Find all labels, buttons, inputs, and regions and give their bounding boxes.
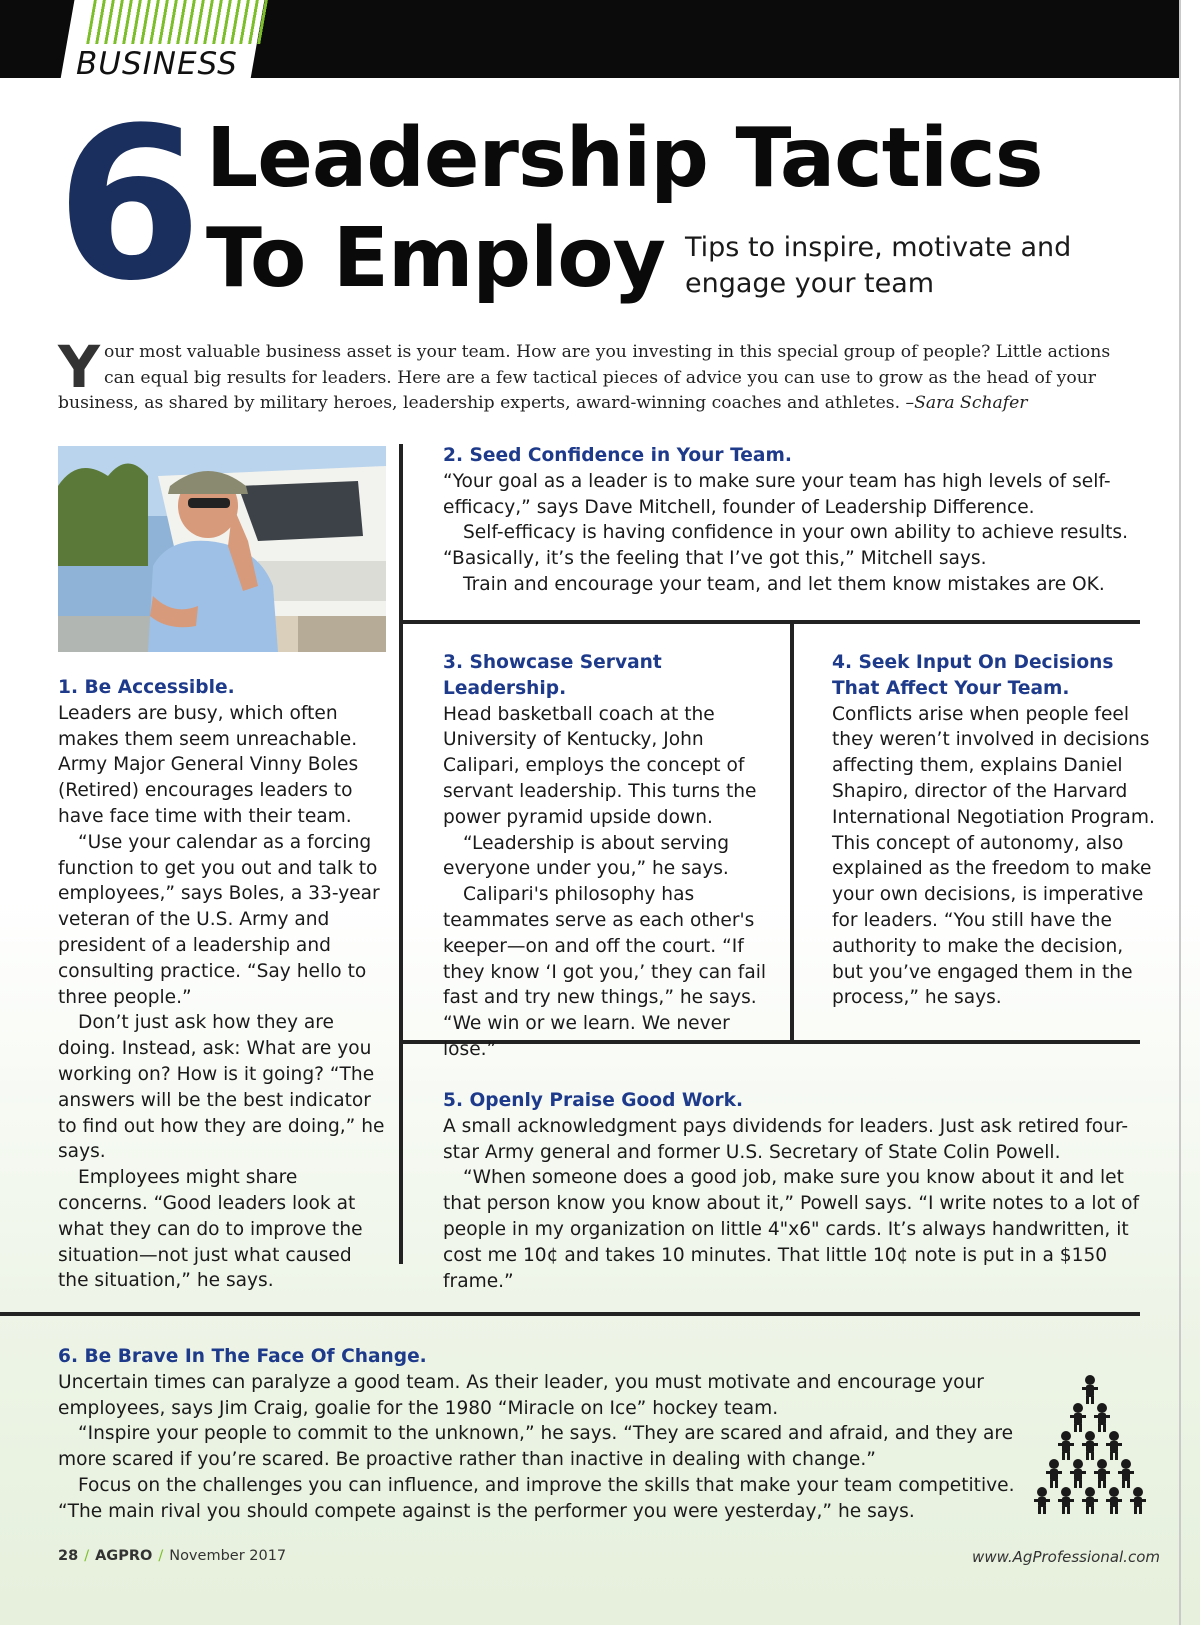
- green-stripes-decoration: [86, 0, 272, 44]
- human-pyramid-illustration: [1020, 1370, 1160, 1515]
- magazine-name: AGPRO: [95, 1548, 153, 1564]
- divider-above-sec6: [0, 1312, 1140, 1316]
- headline-number: 6: [56, 82, 199, 327]
- intro-byline: –Sara Schafer: [905, 393, 1028, 413]
- section-6-paragraph: Uncertain times can paralyze a good team. As their leader, you must motivate and encourage your employees, says Jim Craig, goalie for the 1980 “Miracle on Ice” hockey team.: [58, 1371, 984, 1419]
- intro-dropcap: Y: [58, 333, 100, 401]
- section-label: BUSINESS: [76, 46, 238, 82]
- section-6-paragraph: Focus on the challenges you can influence, and improve the skills that make your team competitive. “The main rival you should compete against is the performer you were yesterday,” he says.: [58, 1474, 1015, 1522]
- headline-subtitle: Tips to inspire, motivate and engage your team: [685, 232, 1072, 299]
- section-4: [832, 650, 1157, 1011]
- section-2: [443, 443, 1143, 598]
- section-3-paragraph: Calipari's philosophy has teammates serve as each other's keeper—on and off the court. “If they know ‘I got you,’ they can fail fast and try new things,” he says. “We win or we learn. We never lose.”: [443, 884, 767, 1060]
- footer-folio: [58, 1548, 286, 1564]
- issue-date: November 2017: [169, 1548, 287, 1564]
- section-5-paragraph: A small acknowledgment pays dividends for leaders. Just ask retired four-star Army general and former U.S. Secretary of State Colin Powell.: [443, 1115, 1129, 1163]
- section-5-heading: 5. Openly Praise Good Work.: [443, 1090, 744, 1111]
- section-1: [58, 675, 388, 1294]
- section-5: [443, 1088, 1153, 1294]
- section-3-paragraph: Head basketball coach at the University of Kentucky, John Calipari, employs the concept of servant leadership. This turns the power pyramid upside down.: [443, 703, 757, 828]
- divider-below-sec2: [399, 620, 1140, 624]
- section-1-heading: 1. Be Accessible.: [58, 677, 235, 698]
- section-3: [443, 650, 778, 1063]
- section-6-paragraph: “Inspire your people to commit to the unknown,” he says. “They are scared and afraid, and they are more scared if you’re scared. Be proactive rather than inactive in dealing with change.”: [58, 1423, 1014, 1471]
- section-1-paragraph: Leaders are busy, which often makes them seem unreachable. Army Major General Vinny Boles (Retired) encourages leaders to have face time with their team.: [58, 702, 359, 827]
- section-6: [58, 1344, 1018, 1525]
- section-2-paragraph: Self-efficacy is having confidence in your own ability to achieve results. “Basically, it’s the feeling that I’ve got this,” Mitchell says.: [443, 522, 1129, 570]
- folio-separator: /: [84, 1548, 90, 1564]
- footer-url[interactable]: www.AgProfessional.com: [972, 1548, 1160, 1566]
- right-page-edge: [1179, 0, 1181, 1625]
- folio-separator: /: [158, 1548, 164, 1564]
- intro-text: our most valuable business asset is your team. How are you investing in this special group of people? Little actions can equal big results for leaders. Here are a few tactical pieces of advice you can use to grow as the head of your business, as shared by military heroes, leadership experts, award-winning coaches and athletes.: [58, 342, 1111, 413]
- section-2-paragraph: Train and encourage your team, and let them know mistakes are OK.: [463, 573, 1105, 595]
- intro-paragraph: [58, 333, 1138, 417]
- section-5-paragraph: “When someone does a good job, make sure you know about it and let that person know you know about it,” Powell says. “I write notes to a lot of people in my organization on little 4"x6" cards. It’s always handwritten, it cost me 10¢ and takes 10 minutes. That little 10¢ note is put in a $150 frame.”: [443, 1167, 1140, 1292]
- section-3-heading: 3. Showcase Servant Leadership.: [443, 652, 662, 699]
- page-number: 28: [58, 1548, 79, 1564]
- section-6-heading: 6. Be Brave In The Face Of Change.: [58, 1346, 427, 1367]
- section-3-paragraph: “Leadership is about serving everyone under you,” he says.: [443, 832, 730, 880]
- section-4-paragraph: Conflicts arise when people feel they weren’t involved in decisions affecting them, explains Daniel Shapiro, director of the Harvard International Negotiation Program. This concept of autonomy, also explained as the freedom to make your own decisions, is imperative for leaders. “You still have the authority to make the decision, but you’ve engaged them in the process,” he says.: [832, 703, 1155, 1009]
- section-1-paragraph: “Use your calendar as a forcing function to get you out and talk to employees,” says Boles, a 33-year veteran of the U.S. Army and president of a leadership and consulting practice. “Say hello to three people.”: [58, 831, 380, 1008]
- man-on-phone-photo: [58, 446, 386, 652]
- section-1-paragraph: Don’t just ask how they are doing. Instead, ask: What are you working on? How is it going? “The answers will be the best indicator to find out how they are doing,” he says.: [58, 1012, 385, 1163]
- section-4-heading: 4. Seek Input On Decisions That Affect Your Team.: [832, 652, 1114, 699]
- divider-vertical-main: [399, 444, 403, 1264]
- divider-between-sec3-sec4: [790, 620, 794, 1040]
- human-pyramid-icon: [1020, 1370, 1160, 1515]
- headline-line-1: Leadership Tactics: [206, 111, 1043, 206]
- headline-line-2: To Employ: [206, 211, 665, 306]
- section-1-paragraph: Employees might share concerns. “Good leaders look at what they can do to improve the situation—not just what caused the situation,” he says.: [58, 1167, 363, 1292]
- section-2-heading: 2. Seed Confidence in Your Team.: [443, 445, 792, 466]
- section-2-paragraph: “Your goal as a leader is to make sure your team has high levels of self-efficacy,” says Dave Mitchell, founder of Leadership Difference.: [443, 470, 1111, 518]
- photo-illustration: [58, 446, 386, 652]
